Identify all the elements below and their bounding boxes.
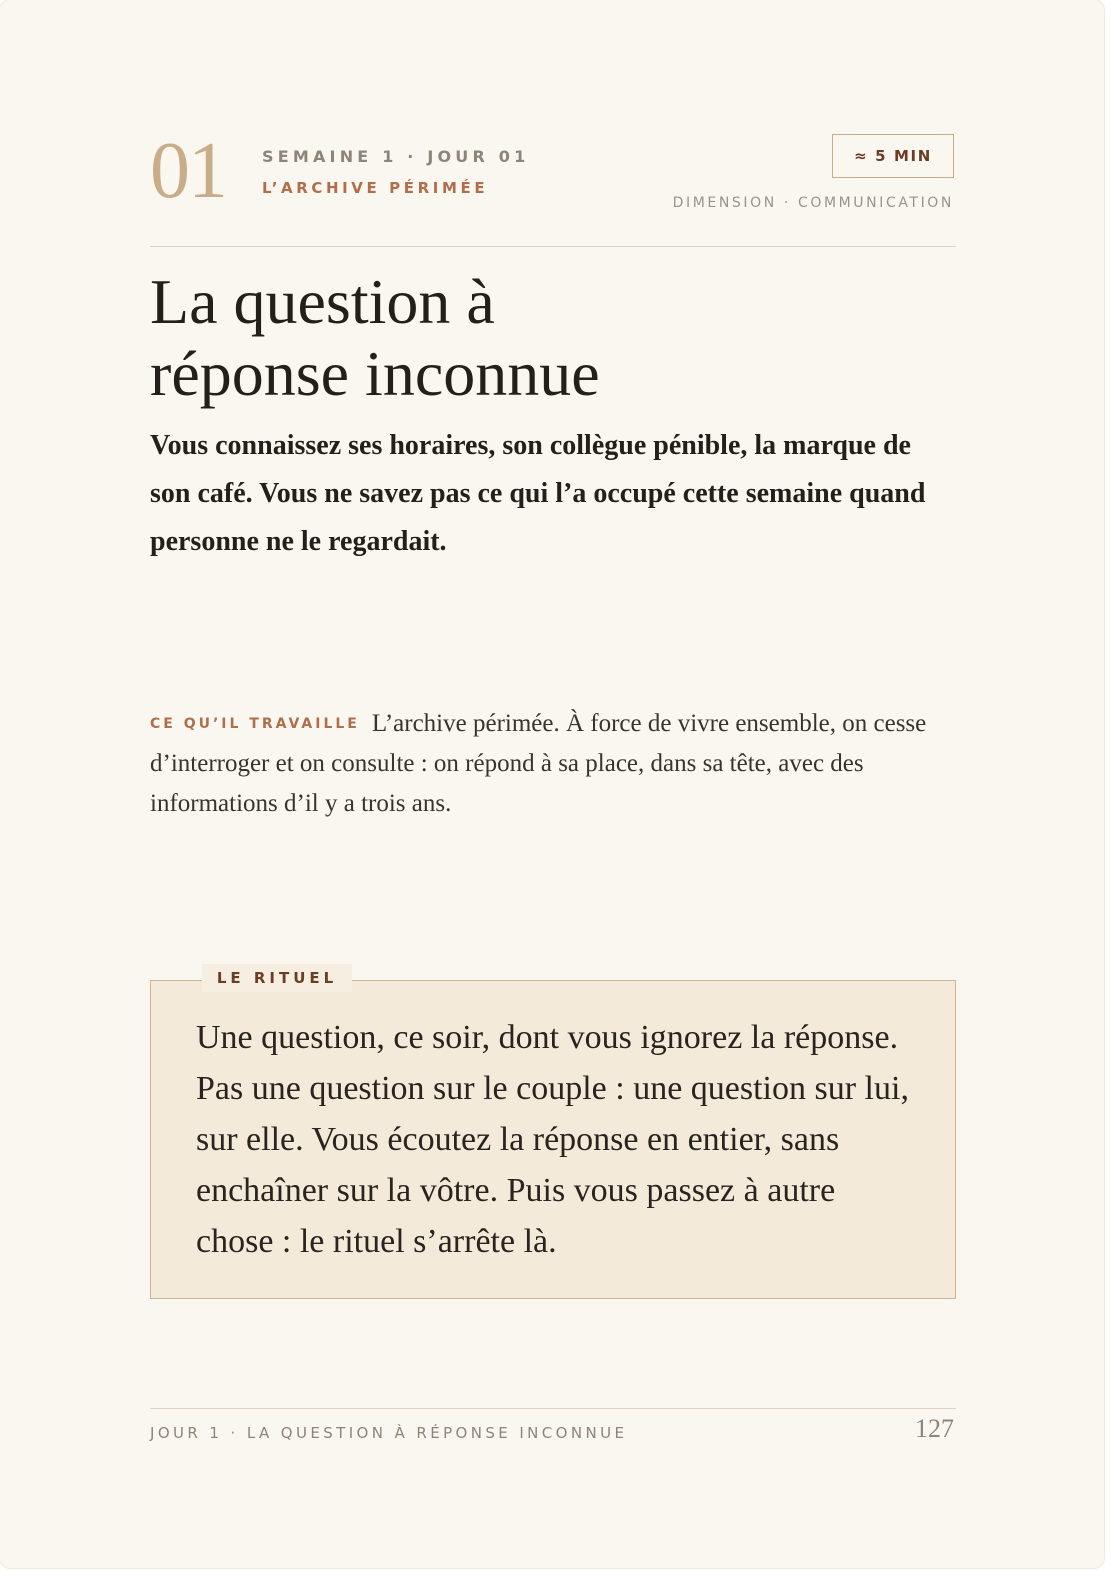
ritual-text: Une question, ce soir, dont vous ignorez la réponse. Pas une question sur le couple : une question sur lui, sur elle. Vous écoutez la réponse en entier, sans enchaîner sur la vôtre. Puis vous passez à autre chose : le rituel s’arrête là. <box>196 1019 909 1260</box>
lede-paragraph: Vous connaissez ses horaires, son collègue pénible, la marque de son café. Vous ne savez pas ce qui l’a occupé cette semaine quand personne ne le regardait. <box>150 430 926 557</box>
theme-label: L’ARCHIVE PÉRIMÉE <box>262 179 489 197</box>
duration-badge: ≈ 5 MIN <box>832 134 954 178</box>
page-title-line-2: réponse inconnue <box>150 338 600 409</box>
week-label: SEMAINE 1 · JOUR 01 <box>262 147 530 166</box>
running-title: JOUR 1 · LA QUESTION À RÉPONSE INCONNUE <box>150 1424 628 1442</box>
page-title <box>150 266 956 410</box>
page-title-line-1: La question à <box>150 266 495 337</box>
page-number: 127 <box>915 1414 954 1443</box>
day-number: 01 <box>150 127 226 215</box>
works-on-text: L’archive périmée. À force de vivre ensemble, on cesse d’interroger et on consulte : on répond à sa place, dans sa tête, avec des informations d’il y a trois ans. <box>150 710 927 817</box>
ritual-label: LE RITUEL <box>202 964 352 992</box>
works-on-paragraph <box>150 704 950 824</box>
works-on-label: CE QU’IL TRAVAILLE <box>150 716 360 732</box>
footer-divider <box>150 1408 956 1409</box>
dimension-label: DIMENSION · COMMUNICATION <box>672 195 954 211</box>
header-divider <box>150 246 956 247</box>
